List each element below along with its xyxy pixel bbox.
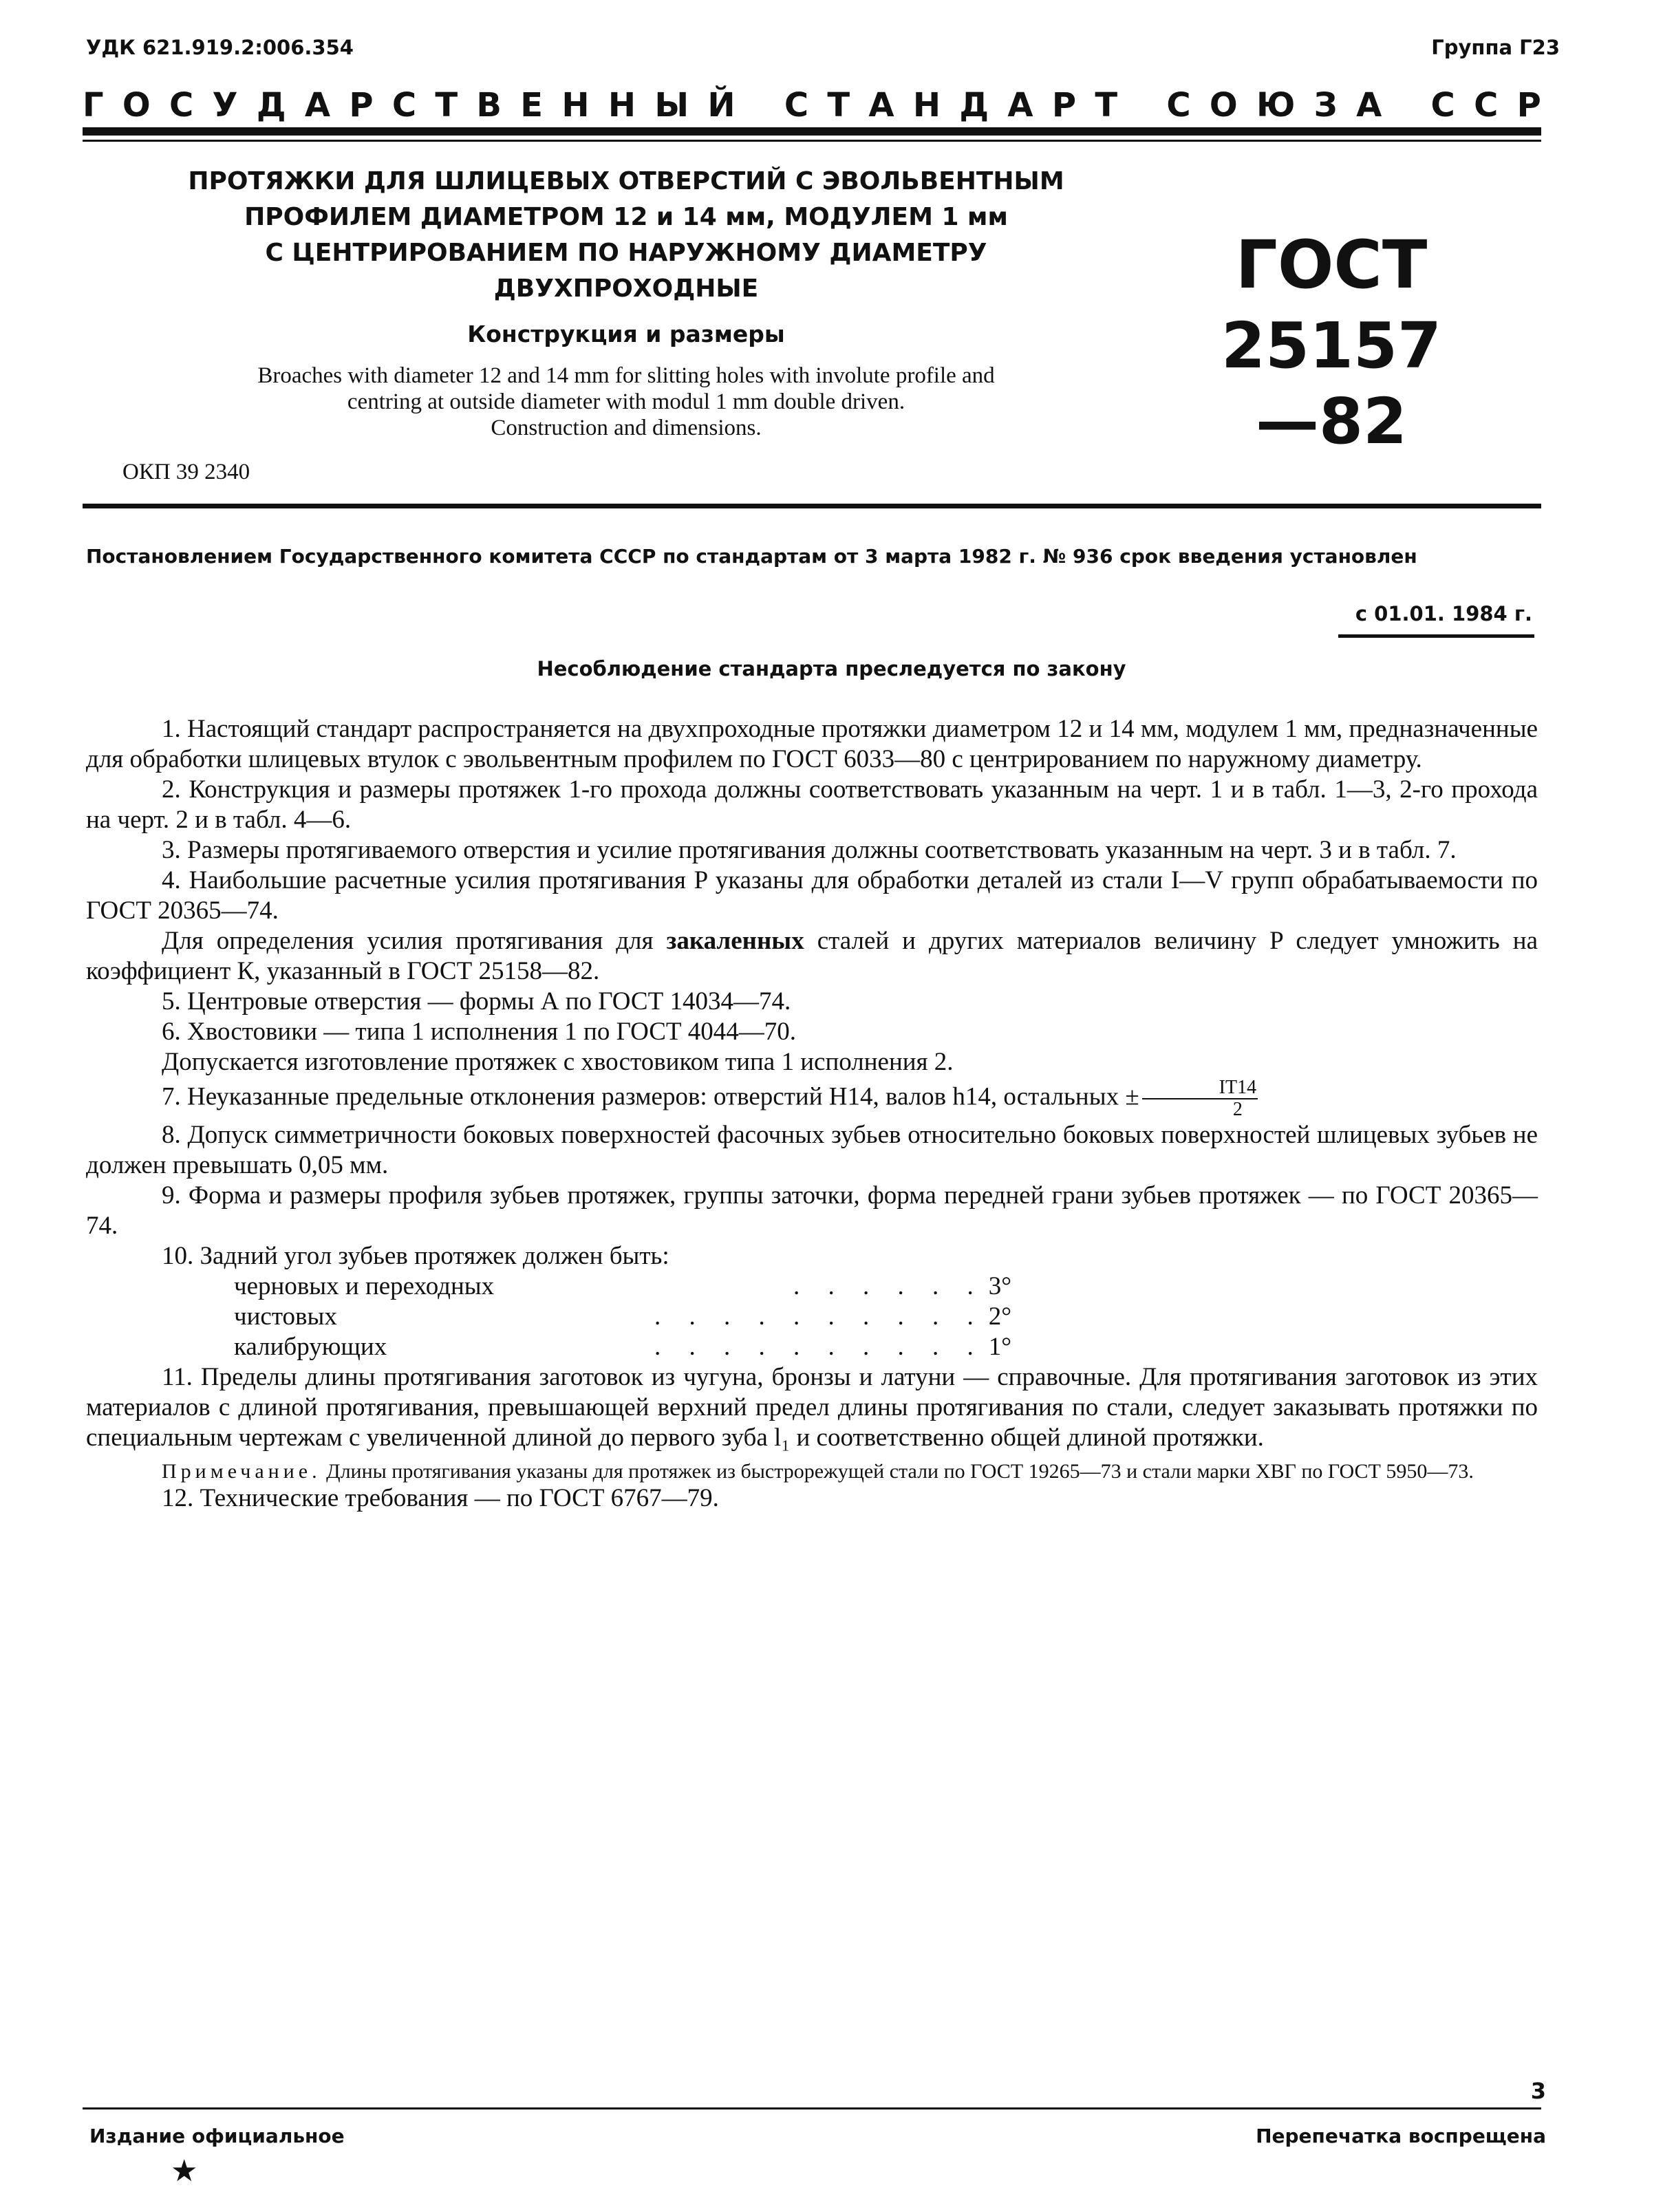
heading-letter: Р bbox=[1516, 86, 1541, 125]
heading-letter: А bbox=[868, 86, 894, 125]
clause-4b-end: сталей и других материалов величину P следует умножить на коэффициент К, указанный в ГОСТ 25158—82. bbox=[86, 927, 1538, 985]
heading-letter: В bbox=[476, 86, 502, 125]
angle-row bbox=[234, 1332, 1011, 1362]
english-title-line-3: Construction and dimensions. bbox=[491, 416, 762, 440]
star-icon: ★ bbox=[171, 2154, 198, 2188]
clause-7-text: 7. Неуказанные предельные отклонения размеров: отверстий H14, валов h14, остальных ± bbox=[162, 1082, 1139, 1111]
standard-body bbox=[86, 714, 1538, 1514]
clause-7 bbox=[86, 1077, 1538, 1120]
angle-row bbox=[234, 1302, 1011, 1332]
heading-letter: З bbox=[1313, 86, 1338, 125]
heading-gap bbox=[1136, 86, 1148, 125]
clause-4-continuation bbox=[86, 926, 1538, 987]
tolerance-fraction bbox=[1142, 1077, 1258, 1120]
clause-9: 9. Форма и размеры профиля зубьев протяжек, группы заточки, форма передней грани зубьев протяжек — по ГОСТ 20365—74. bbox=[86, 1181, 1538, 1240]
angle-label: калибрующих bbox=[234, 1333, 387, 1361]
page-number: 3 bbox=[1530, 2078, 1546, 2104]
heading-letter: С bbox=[169, 86, 194, 125]
english-title bbox=[110, 363, 1142, 441]
title-line-2: ПРОФИЛЕМ ДИАМЕТРОМ 12 и 14 мм, МОДУЛЕМ 1 мм bbox=[244, 203, 1008, 231]
heading-letter: Н bbox=[608, 86, 636, 125]
angle-value: 1° bbox=[988, 1333, 1011, 1361]
heading-letter: Р bbox=[349, 86, 374, 125]
heading-letter: Р bbox=[1051, 86, 1077, 125]
clause-8: 8. Допуск симметричности боковых поверхностей фасочных зубьев относительно боковых поверхностей шлицевых зубьев не должен превышать 0,05 мм. bbox=[86, 1121, 1538, 1179]
angle-label: чистовых bbox=[234, 1302, 337, 1331]
date-underline bbox=[1338, 634, 1534, 638]
heading-letter: У bbox=[212, 86, 238, 125]
state-standard-heading bbox=[83, 86, 1541, 125]
clause-4: 4. Наибольшие расчетные усилия протягивания P указаны для обработки деталей из стали I—V групп обрабатываемости по ГОСТ 20365—74. bbox=[86, 866, 1538, 925]
okp-code: ОКП 39 2340 bbox=[122, 460, 250, 484]
title-block bbox=[110, 164, 1142, 441]
heading-letter: А bbox=[304, 86, 331, 125]
heading-letter: Н bbox=[912, 86, 941, 125]
reprint-prohibited: Перепечатка воспрещена bbox=[1256, 2125, 1546, 2147]
heading-letter: Т bbox=[1095, 86, 1118, 125]
angle-row bbox=[234, 1271, 1011, 1302]
heading-letter: Ы bbox=[654, 86, 689, 125]
header-thin-rule bbox=[83, 140, 1541, 142]
header-thick-rule bbox=[83, 127, 1541, 136]
heading-letter: Г bbox=[83, 86, 104, 125]
clause-5: 5. Центровые отверстия — формы А по ГОСТ 14034—74. bbox=[162, 987, 791, 1016]
legal-notice: Несоблюдение стандарта преследуется по закону bbox=[537, 657, 1126, 680]
angle-value: 3° bbox=[988, 1272, 1011, 1300]
official-edition: Издание официальное bbox=[89, 2125, 345, 2147]
heading-letter: А bbox=[1007, 86, 1033, 125]
gost-label: ГОСТ bbox=[1235, 226, 1428, 303]
heading-letter: С bbox=[1166, 86, 1191, 125]
clause-12: 12. Технические требования — по ГОСТ 6767—79. bbox=[162, 1484, 719, 1512]
leader-dots: . . . . . . . . . . bbox=[654, 1333, 985, 1361]
english-title-line-2: centring at outside diameter with modul 1 mm double driven. bbox=[347, 389, 905, 414]
note bbox=[86, 1460, 1538, 1483]
heading-letter: О bbox=[1209, 86, 1238, 125]
title-line-1: ПРОТЯЖКИ ДЛЯ ШЛИЦЕВЫХ ОТВЕРСТИЙ С ЭВОЛЬВЕНТНЫМ bbox=[188, 167, 1064, 195]
title-bottom-rule bbox=[83, 504, 1541, 508]
heading-letter: Д bbox=[959, 86, 989, 125]
heading-letter: Д bbox=[256, 86, 286, 125]
heading-gap bbox=[754, 86, 766, 125]
subtitle: Конструкция и размеры bbox=[467, 321, 785, 347]
heading-letter: Й bbox=[707, 86, 736, 125]
heading-letter: Е bbox=[520, 86, 544, 125]
clause-11: 11. Пределы длины протягивания заготовок из чугуна, бронзы и латуни — справочные. Для протягивания заготовок из этих материалов с длиной протягивания, превышающей верхний предел длины протягивания по стали, следует заказывать протяжки по специальным чертежам с увеличенной длиной до первого зуба l₁ и соответственно общей длиной протяжки. bbox=[86, 1363, 1538, 1452]
heading-letter: Н bbox=[561, 86, 590, 125]
clause-2: 2. Конструкция и размеры протяжек 1-го прохода должны соответствовать указанным на черт. 1 и в табл. 1—3, 2-го прохода на черт. 2 и в табл. 4—6. bbox=[86, 775, 1538, 834]
clause-4b-bold: закаленных bbox=[666, 927, 804, 955]
angle-value: 2° bbox=[988, 1302, 1011, 1331]
angle-label: черновых и переходных bbox=[234, 1272, 495, 1300]
group-code: Группа Г23 bbox=[1431, 36, 1560, 59]
fraction-denominator: 2 bbox=[1232, 1099, 1243, 1120]
clause-6: 6. Хвостовики — типа 1 исполнения 1 по ГОСТ 4044—70. bbox=[162, 1018, 797, 1046]
title-line-4: ДВУХПРОХОДНЫЕ bbox=[493, 275, 759, 303]
fraction-numerator: IT14 bbox=[1142, 1077, 1258, 1099]
english-title-line-1: Broaches with diameter 12 and 14 mm for slitting holes with involute profile and bbox=[257, 363, 995, 388]
heading-letter: С bbox=[1474, 86, 1499, 125]
heading-letter: С bbox=[391, 86, 417, 125]
heading-letter: Т bbox=[435, 86, 458, 125]
footer-rule bbox=[83, 2107, 1541, 2109]
decree-text: Постановлением Государственного комитета СССР по стандартам от 3 марта 1982 г. № 936 срок введения установлен bbox=[86, 545, 1417, 568]
heading-letter: Ю bbox=[1256, 86, 1296, 125]
note-text: Длины протягивания указаны для протяжек из быстрорежущей стали по ГОСТ 19265—73 и стали марки ХВГ по ГОСТ 5950—73. bbox=[321, 1460, 1474, 1483]
clause-1: 1. Настоящий стандарт распространяется на двухпроходные протяжки диаметром 12 и 14 мм, модулем 1 мм, предназначенные для обработки шлицевых втулок с эвольвентным профилем по ГОСТ 6033—80 с центрированием по наружному диаметру. bbox=[86, 715, 1538, 773]
leader-dots: . . . . . . . . . . bbox=[654, 1302, 985, 1331]
clause-4b-start: Для определения усилия протягивания для bbox=[162, 927, 667, 955]
gost-number: 25157—82 bbox=[1221, 309, 1442, 458]
heading-letter: О bbox=[122, 86, 151, 125]
introduction-date: с 01.01. 1984 г. bbox=[1355, 602, 1532, 625]
title-line-3: С ЦЕНТРИРОВАНИЕМ ПО НАРУЖНОМУ ДИАМЕТРУ bbox=[265, 239, 987, 267]
heading-letter: С bbox=[1430, 86, 1455, 125]
clause-6-continuation: Допускается изготовление протяжек с хвостовиком типа 1 исполнения 2. bbox=[162, 1048, 954, 1076]
heading-letter: А bbox=[1356, 86, 1382, 125]
note-label: Примечание. bbox=[162, 1460, 321, 1483]
udk-code: УДК 621.919.2:006.354 bbox=[86, 36, 354, 59]
clause-3: 3. Размеры протягиваемого отверстия и усилие протягивания должны соответствовать указанным на черт. 3 и в табл. 7. bbox=[162, 836, 1457, 864]
heading-letter: С bbox=[784, 86, 809, 125]
clause-10: 10. Задний угол зубьев протяжек должен быть: bbox=[162, 1242, 669, 1270]
angle-list bbox=[234, 1271, 1538, 1362]
leader-dots: . . . . . . bbox=[793, 1272, 985, 1300]
heading-letter: Т bbox=[827, 86, 850, 125]
heading-gap bbox=[1401, 86, 1413, 125]
